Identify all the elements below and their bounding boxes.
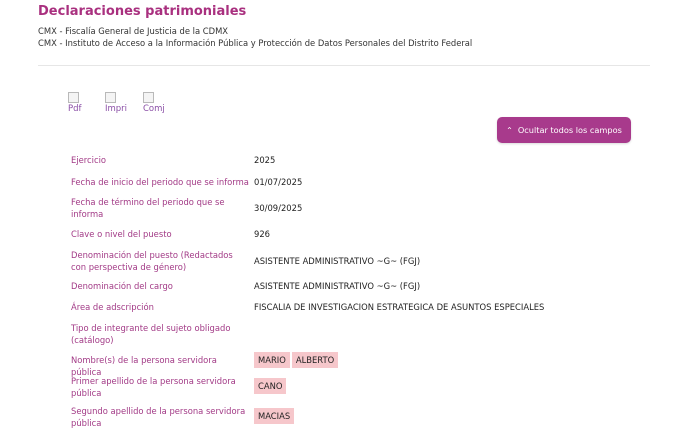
print-icon — [105, 92, 116, 103]
field-label: Área de adscripción — [71, 302, 154, 312]
pdf-label: Pdf — [68, 104, 82, 114]
field-value — [254, 352, 340, 368]
field-value: ASISTENTE ADMINISTRATIVO ~G~ (FGJ) — [254, 256, 421, 266]
hide-all-fields-label: Ocultar todos los campos — [517, 125, 622, 135]
name-chip: ALBERTO — [292, 352, 338, 368]
field-value — [254, 378, 288, 394]
field-label: Segundo apellido de la persona servidora pública — [71, 406, 246, 428]
field-value: 01/07/2025 — [254, 177, 303, 187]
field-label: Fecha de inicio del periodo que se informa — [71, 177, 249, 187]
pdf-icon — [68, 92, 79, 103]
field-label: Clave o nivel del puesto — [71, 229, 172, 239]
chevrons-up-icon: ⌃ — [506, 125, 513, 135]
field-value: ASISTENTE ADMINISTRATIVO ~G~ (FGJ) — [254, 281, 421, 291]
field-value: 2025 — [254, 155, 276, 165]
field-value: FISCALIA DE INVESTIGACION ESTRATEGICA DE ASUNTOS ESPECIALES — [254, 302, 545, 312]
field-label: Ejercicio — [71, 155, 107, 165]
share-icon — [143, 92, 154, 103]
print-button[interactable] — [105, 92, 131, 114]
surname-chip: MACIAS — [254, 408, 294, 424]
field-value — [254, 408, 296, 424]
header-divider — [38, 65, 650, 66]
field-label: Fecha de término del periodo que se informa — [71, 197, 225, 219]
print-label: Impri — [105, 104, 127, 114]
subject-subtitle-2: CMX - Instituto de Acceso a la Información Pública y Protección de Datos Personales del Distrito Federal — [38, 38, 473, 48]
field-label: Denominación del puesto (Redactados con perspectiva de género) — [71, 250, 233, 272]
field-label: Primer apellido de la persona servidora pública — [71, 376, 236, 398]
pdf-button[interactable] — [68, 92, 94, 114]
share-button[interactable] — [143, 92, 169, 114]
page-title: Declaraciones patrimoniales — [38, 4, 247, 19]
field-label: Nombre(s) de la persona servidora pública — [71, 355, 217, 377]
share-label: Comj — [143, 104, 165, 114]
field-value: 30/09/2025 — [254, 203, 303, 213]
subject-subtitle-1: CMX - Fiscalía General de Justicia de la CDMX — [38, 26, 229, 36]
surname-chip: CANO — [254, 378, 286, 394]
name-chip: MARIO — [254, 352, 290, 368]
field-label: Tipo de integrante del sujeto obligado (catálogo) — [71, 323, 231, 345]
hide-all-fields-button[interactable] — [497, 117, 631, 143]
field-value: 926 — [254, 229, 270, 239]
field-label: Denominación del cargo — [71, 281, 173, 291]
